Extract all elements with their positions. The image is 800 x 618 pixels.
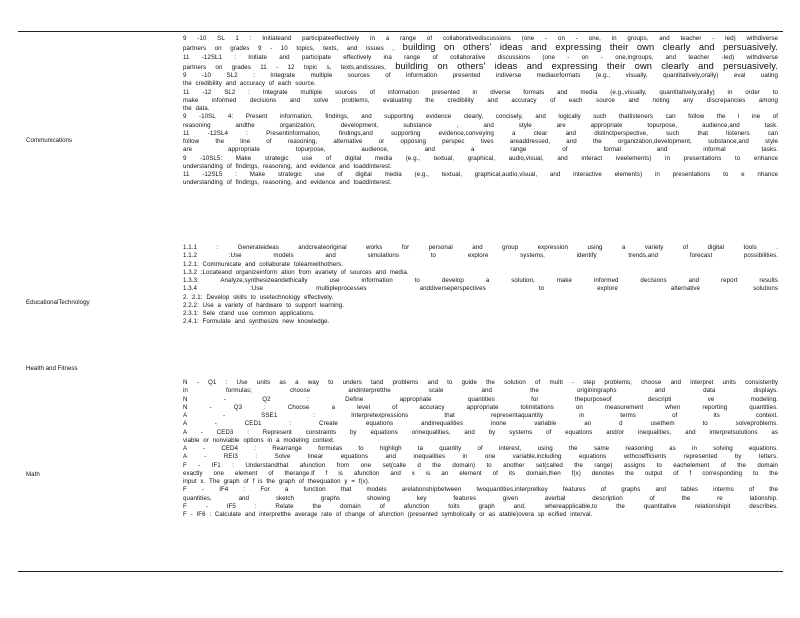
standard-text: 11 -12 SL2 : Integrate multiple sources of information presented in diverse formats and media (e.g.,visually, quantitatively,orally) in order to	[183, 88, 778, 96]
standard-text: N - Q2 : Define appropriate quantities for thepurposeof descripti ve modeling.	[183, 395, 778, 403]
standard-text: F - IF6 : Calculate and interpretthe average rate of change of afunction (presented symbolically or as atable)overa sp ecified interval.	[183, 511, 593, 518]
standard-text: F - IF1 : Understandthat afunction from one set(calle d the domain) to another set(called the range) assigns to eachelement of the domain	[183, 461, 778, 469]
standard-line	[183, 318, 778, 326]
standard-line	[183, 138, 778, 146]
category-label: Math	[26, 471, 40, 478]
standard-text: 1.1.2 :Use models and simulations to explore systems, identify trends,and forecast possibilities.	[183, 252, 778, 260]
standard-text: 2.4.1: Formulate and synthesize new knowledge.	[183, 318, 330, 326]
standard-line	[183, 420, 778, 428]
standard-line	[183, 72, 778, 80]
standard-text: 9 -10 SL2 : Integrate multiple sources of information presented indiverse mediaorformats (e.g., visually, quantitatively,orally) eval uating	[183, 72, 778, 79]
category-label: EducationalTechnology	[26, 299, 90, 306]
standard-text: A - CED3 : Represent constraints by equations orinequalities, and by systems of equations and/or inequalities, and interpretsolutions as	[183, 428, 778, 436]
standard-text: A - SSE1 : Interpretexpressions that representaquantity in terms of its context.	[183, 412, 778, 419]
standard-text: reasoning andthe organization, development, substance , and style are appropriate topurpose, audience,and task.	[183, 121, 778, 129]
standard-text: 9 -10SL 4: Present information, findings, and supporting evidence clearly, concisely, and logically such thatlisteners can follow the l ine of	[183, 113, 778, 121]
standard-line	[183, 97, 778, 105]
standard-line	[183, 294, 778, 302]
standard-text: in formulas; choose andinterpretthe scale and the originingraphs and data displays.	[183, 387, 778, 395]
standard-text: 1.3.3: Analyze,synthesizeandethically use information to develop a solution, make informed decisions and report results	[183, 277, 778, 284]
standard-text: understanding of findings, reasoning, and evidence and toaddinterest.	[183, 179, 392, 187]
standard-line	[183, 54, 778, 62]
standard-text: 1.2.1: Communicate and collaborate toleamwithothers.	[183, 260, 344, 268]
standard-text: the credibility and accuracy of each source.	[183, 80, 316, 88]
standards-list	[183, 379, 778, 519]
standard-line	[183, 277, 778, 285]
standard-line	[183, 302, 778, 310]
standard-text: 9 -10 SL 1 : Initiateand participateeffectively in a range of collaborativediscussions (one - on - one, in groups, and teacher - led) withdiverse	[183, 35, 778, 42]
standard-line	[183, 404, 778, 412]
standard-text: follow the line of reasoning, alternative or opposing perspec tives areaddressed, and the organization,development, substance,and style	[183, 138, 778, 145]
table-top-border	[18, 31, 783, 32]
standard-line	[183, 89, 778, 97]
standard-text: quantities, and sketch graphs showing key features given averbal description of the re lationship.	[183, 494, 778, 502]
standard-text: F - IF5 : Relate the domain of afunction toits graph and, whereapplicable,to the quantitative relationshipit describes.	[183, 502, 778, 510]
standard-text: N - Q3 : Choose a level of accuracy appropriate tolimitations on measurement when reporting quantities.	[183, 403, 778, 411]
category-label: Communications	[26, 137, 73, 144]
standard-line	[183, 130, 778, 138]
standard-line	[183, 396, 778, 404]
standard-line	[183, 470, 778, 478]
standard-line	[183, 412, 778, 420]
standard-line	[183, 105, 778, 113]
standard-text: 11 -12SL5 : Make strategic use of digital media (e.g., textual, graphical,audio,visual, and interactive elements) in presentations to e nhance	[183, 171, 778, 178]
standard-text: understanding of findings, reasoning, and evidence and toaddinterest.	[183, 162, 392, 170]
standard-line	[183, 269, 778, 277]
standard-text: 9 -10SL5: Make strategic use of digital media (e.g., textual, graphical, audio,visual, and interact iveelements) in presentations to enhance	[183, 154, 778, 162]
standard-text: partners on grades 9 - 10 topics, texts, and issues ,	[183, 45, 395, 53]
standard-line	[183, 62, 778, 72]
standard-text: 2.3.1: Sele ctand use common applications.	[183, 310, 315, 317]
standard-line	[183, 379, 778, 387]
standard-text: partners on grades 11 - 12 topic s, texts,andissues,	[183, 63, 386, 71]
standard-line	[183, 429, 778, 437]
standard-emphasis-text: building on others' ideas and expressing their own clearly and persuasively.	[395, 61, 778, 71]
standard-line	[183, 163, 778, 171]
standard-text: 11 -12SL1 : Initiate and participate effectively ina range of collaborative discussions (one - on - one,ingroups, and teacher -led) withdiverse	[183, 53, 778, 61]
standard-line	[183, 252, 778, 260]
standard-text: exactly one element of therange.If f is afunction and x is an element of its domain,then f(x) denotes the output of f corresponding to the	[183, 469, 778, 477]
standard-line	[183, 261, 778, 269]
standard-text: A - REI3 : Solve linear equations and inequalities in one variable,including equations withcoefficients represented by letters.	[183, 453, 778, 461]
standard-text: 1.1.1 : Generateideas andcreateoriginal works for personal and group expression using a variety of digital tools .	[183, 244, 778, 251]
standard-line	[183, 80, 778, 88]
standard-text: the data.	[183, 105, 210, 112]
standard-text: N - Q1 : Use units as a way to unders tand problems and to guide the solution of multi - step problems; choose and interpret units consistently	[183, 379, 778, 386]
table-bottom-border	[18, 571, 783, 572]
standard-line	[183, 511, 778, 519]
standard-line	[183, 453, 778, 461]
standard-line	[183, 43, 778, 53]
standard-text: A - CED1 : Create equations andinequalities inone variable an d usethem to solveproblems.	[183, 420, 778, 428]
category-label: Health and Fitness	[26, 365, 78, 372]
standards-list	[183, 244, 778, 327]
standard-line	[183, 122, 778, 130]
standard-line	[183, 445, 778, 453]
standard-line	[183, 478, 778, 486]
standard-line	[183, 495, 778, 503]
standard-line	[183, 437, 778, 445]
standard-text: make informed decisions and solve problems, evaluating the credibility and accuracy of each source and noting any discrepancies among	[183, 96, 778, 104]
standard-line	[183, 179, 778, 187]
standard-text: 1.3.4 :Use multipleprocesses anddiverseperspectives to explore alternative solutions	[183, 285, 778, 293]
standard-line	[183, 387, 778, 395]
standard-line	[183, 155, 778, 163]
standard-line	[183, 486, 778, 494]
standard-text: A - CED4 : Rearrange formulas to highligh ta quantity of interest, using the same reasoning as in solving equations.	[183, 445, 778, 452]
standard-line	[183, 113, 778, 121]
standard-line	[183, 244, 778, 252]
standard-text: are appropriate topurpose, audience, and a range of formal and informal tasks.	[183, 146, 778, 154]
standard-line	[183, 285, 778, 293]
standard-emphasis-text: building on others' ideas and expressing their own clearly and persuasively.	[402, 43, 778, 53]
standard-line	[183, 462, 778, 470]
standard-text: 2.2.2: Use a variety of hardware to support learning.	[183, 301, 345, 309]
standards-list	[183, 35, 778, 188]
standard-text: F - IF4 : For a function that models arelationshipbetween twoquantities,interpretkey features of graphs and tables interms of the	[183, 486, 778, 494]
standard-line	[183, 35, 778, 43]
standard-text: 1.3.2 :Locateand organizeinform ation from avariety of sources and media.	[183, 268, 409, 276]
standard-line	[183, 310, 778, 318]
standard-line	[183, 146, 778, 154]
standard-text: input x. The graph of f is the graph of theequation y = f(x).	[183, 478, 370, 485]
standard-text: 2. 2.1: Develop skills to usetechnology effectively.	[183, 293, 334, 301]
standard-text: 11 -12SL4 : Presentinformation, findings,and supporting evidence,conveying a clear and distinctperspective, such that listeners can	[183, 129, 778, 137]
standard-line	[183, 171, 778, 179]
standard-text: viable or nonviable options in a modeling context.	[183, 436, 335, 444]
standard-line	[183, 503, 778, 511]
